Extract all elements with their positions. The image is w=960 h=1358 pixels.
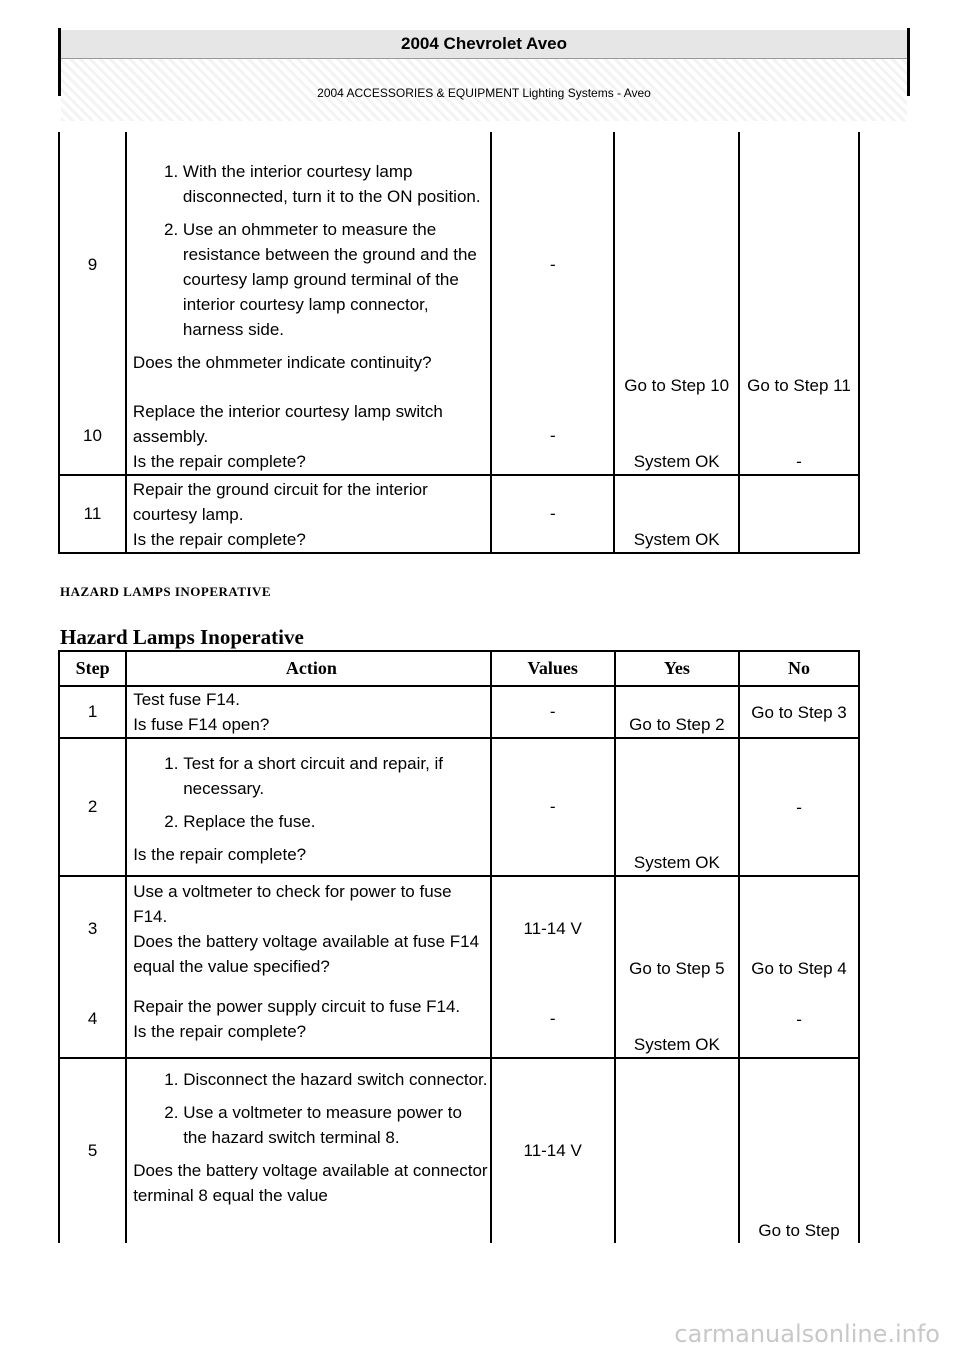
table-row [59, 876, 859, 981]
action-list [133, 751, 489, 834]
table-row [59, 738, 859, 876]
step-cell: 4 [59, 981, 126, 1058]
question-text: Is the repair complete? [133, 845, 307, 864]
table-header-row [59, 651, 859, 686]
values-cell: - [491, 981, 615, 1058]
section-heading-caps: HAZARD LAMPS INOPERATIVE [60, 584, 272, 599]
step-cell: 3 [59, 876, 126, 981]
table-row [59, 686, 859, 738]
question-text: Is fuse F14 open? [133, 715, 270, 734]
step-cell: 2 [59, 738, 126, 876]
header-subtitle: 2004 ACCESSORIES & EQUIPMENT Lighting Systems - Aveo [317, 86, 651, 100]
action-cell [126, 1058, 490, 1243]
document-header [58, 28, 910, 100]
step-cell: 1 [59, 686, 126, 738]
yes-cell: Go to Step 5 [615, 876, 739, 981]
action-text: Replace the interior courtesy lamp switch assembly. [132, 401, 443, 446]
watermark-footer: carmanualsonline.info [674, 1320, 940, 1348]
action-list [133, 1067, 489, 1150]
step-cell: 5 [59, 1058, 126, 1243]
column-header-yes: Yes [615, 651, 739, 686]
no-cell: - [739, 981, 859, 1058]
no-cell: Go to Step 4 [739, 876, 859, 981]
step-cell: 9 [59, 132, 126, 398]
values-cell: - [491, 686, 615, 738]
no-cell: Go to Step 11 [739, 132, 859, 398]
table-row [59, 981, 859, 1058]
question-text: Does the battery voltage available at connector terminal 8 equal the value [133, 1161, 488, 1205]
list-item: 2. Use a voltmeter to measure power to the hazard switch terminal 8. [183, 1100, 489, 1150]
no-cell: - [739, 738, 859, 876]
list-item: 2. Replace the fuse. [183, 809, 489, 834]
action-cell [126, 981, 490, 1058]
action-text: Repair the power supply circuit to fuse F14. [133, 997, 461, 1016]
yes-cell: Go to Step 10 [614, 132, 738, 398]
values-cell: 11-14 V [491, 1058, 615, 1243]
yes-cell: System OK [615, 981, 739, 1058]
courtesy-lamp-table [58, 132, 860, 554]
no-cell: Go to Step [739, 1058, 859, 1243]
yes-cell: System OK [615, 738, 739, 876]
yes-cell: System OK [614, 398, 738, 475]
action-cell [126, 475, 491, 553]
values-cell: - [491, 398, 614, 475]
list-item: 1. With the interior courtesy lamp disconnected, turn it to the ON position. [183, 159, 490, 209]
header-title: 2004 Chevrolet Aveo [61, 30, 907, 59]
action-cell [126, 686, 490, 738]
table-row [59, 475, 859, 553]
question-text: Does the battery voltage available at fuse F14 equal the value specified? [133, 932, 480, 976]
no-cell [739, 475, 859, 553]
no-cell: Go to Step 3 [739, 686, 859, 738]
action-text: Use a voltmeter to check for power to fuse F14. [133, 882, 452, 926]
hazard-lamps-table [58, 650, 860, 1243]
section-title: Hazard Lamps Inoperative [60, 625, 304, 649]
column-header-step: Step [59, 651, 126, 686]
action-text: Repair the ground circuit for the interior courtesy lamp. [132, 479, 428, 524]
list-item: 1. Test for a short circuit and repair, if necessary. [183, 751, 489, 801]
list-item: 2. Use an ohmmeter to measure the resistance between the ground and the courtesy lamp ground terminal of the interior courtesy lamp connector, harness side. [183, 217, 490, 342]
action-cell [126, 132, 491, 398]
action-list [133, 159, 490, 342]
action-cell [126, 738, 490, 876]
table-row [59, 398, 859, 475]
question-text: Is the repair complete? [132, 529, 306, 549]
column-header-no: No [739, 651, 859, 686]
yes-cell: System OK [614, 475, 738, 553]
question-text: Is the repair complete? [133, 1022, 307, 1041]
question-text: Does the ohmmeter indicate continuity? [132, 353, 432, 372]
list-item: 1. Disconnect the hazard switch connector. [183, 1067, 489, 1092]
no-cell: - [739, 398, 859, 475]
column-header-values: Values [491, 651, 615, 686]
action-cell [126, 876, 490, 981]
step-cell: 11 [59, 475, 126, 553]
values-cell: - [491, 738, 615, 876]
action-text: Test fuse F14. [133, 690, 240, 709]
table-row [59, 132, 859, 398]
table-row [59, 1058, 859, 1243]
action-cell [126, 398, 491, 475]
values-cell: 11-14 V [491, 876, 615, 981]
step-cell: 10 [59, 398, 126, 475]
question-text: Is the repair complete? [132, 451, 306, 471]
yes-cell [615, 1058, 739, 1243]
yes-cell: Go to Step 2 [615, 686, 739, 738]
values-cell: - [491, 475, 614, 553]
column-header-action: Action [126, 651, 490, 686]
values-cell: - [491, 132, 614, 398]
